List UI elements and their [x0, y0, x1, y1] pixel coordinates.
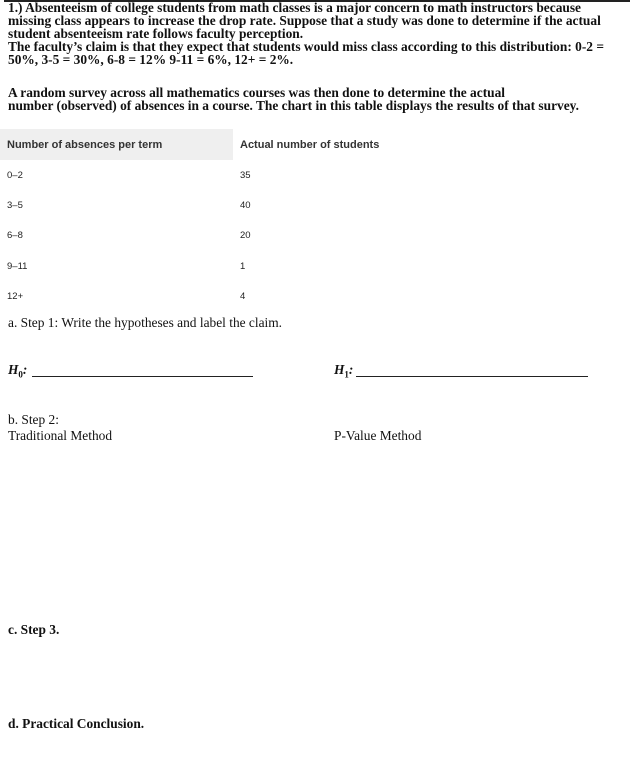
intro-line: The faculty’s claim is that they expect that students would miss class according to this distribution: 0-2 = — [8, 39, 604, 54]
survey-line: number (observed) of absences in a course. The chart in this table displays the results of that survey. — [8, 98, 579, 113]
step1-prompt: a. Step 1: Write the hypotheses and label the claim. — [8, 315, 283, 330]
p-value-method-label: P-Value Method — [334, 428, 422, 443]
h1-colon: : — [348, 362, 354, 377]
table-row — [0, 251, 625, 281]
absence-range: 12+ — [7, 291, 24, 303]
absence-table — [0, 129, 625, 312]
student-count: 4 — [240, 291, 246, 303]
intro-line: student absenteeism rate follows faculty perception. — [8, 26, 304, 41]
null-hypothesis-answer-line[interactable] — [32, 376, 253, 377]
table-row — [0, 190, 625, 220]
h1-subscript: 1 — [344, 369, 349, 380]
traditional-method-label: Traditional Method — [8, 428, 113, 443]
step3-prompt: c. Step 3. — [8, 622, 60, 637]
absence-range: 0–2 — [7, 169, 23, 181]
header-students: Actual number of students — [240, 138, 380, 151]
table-row — [0, 282, 625, 312]
header-absences: Number of absences per term — [0, 129, 233, 160]
survey-line: A random survey across all mathematics courses was then done to determine the actual — [8, 85, 506, 100]
student-count: 1 — [240, 260, 246, 272]
alt-hypothesis-label — [334, 362, 353, 380]
alt-hypothesis-answer-line[interactable] — [356, 376, 588, 377]
step2-prompt: b. Step 2: — [8, 412, 59, 427]
table-row — [0, 221, 625, 251]
h0-subscript: 0 — [18, 369, 23, 380]
absence-range: 9–11 — [7, 260, 28, 272]
table-row — [0, 160, 625, 190]
student-count: 40 — [240, 200, 251, 212]
h1-letter: H — [334, 362, 345, 377]
absence-range: 3–5 — [7, 200, 23, 212]
student-count: 20 — [240, 230, 251, 242]
h0-letter: H — [8, 362, 19, 377]
table-header-row — [0, 129, 625, 160]
absence-range: 6–8 — [7, 230, 23, 242]
intro-line: missing class appears to increase the drop rate. Suppose that a study was done to determine if the actual — [8, 13, 601, 28]
problem-intro — [8, 1, 624, 66]
student-count: 35 — [240, 169, 251, 181]
null-hypothesis-label — [8, 362, 27, 380]
intro-line: 1.) Absenteeism of college students from math classes is a major concern to math instructors because — [8, 0, 581, 15]
intro-line: 50%, 3-5 = 30%, 6-8 = 12% 9-11 = 6%, 12+ = 2%. — [8, 52, 294, 67]
h0-colon: : — [22, 362, 28, 377]
practical-conclusion-prompt: d. Practical Conclusion. — [8, 716, 145, 731]
survey-description — [8, 86, 624, 112]
